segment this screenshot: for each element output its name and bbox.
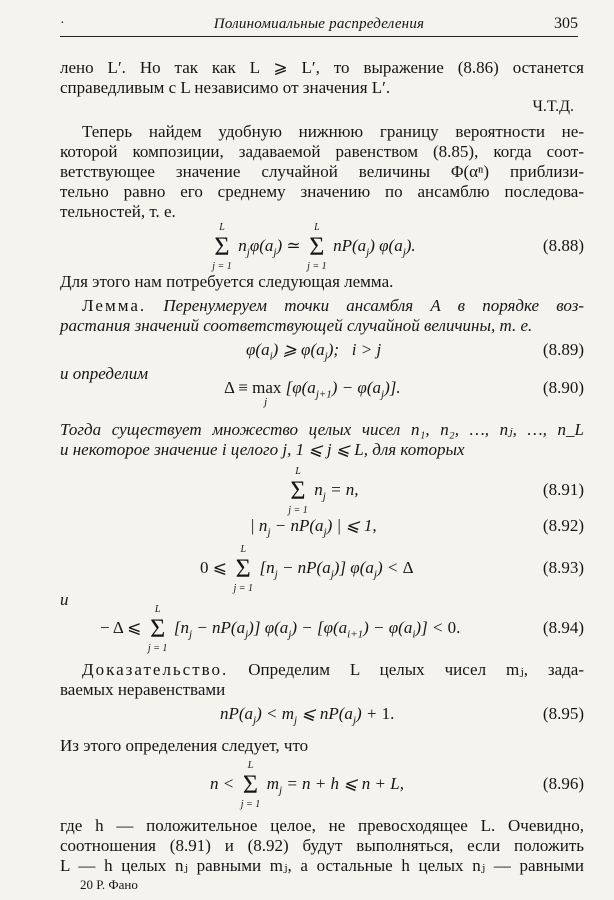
text-line: справедливым с L независимо от значения L′. — [60, 78, 391, 97]
equation-number: (8.95) — [542, 704, 584, 723]
equation-number: (8.88) — [542, 236, 584, 255]
equation-number: (8.91) — [542, 480, 584, 499]
header-title: Полиномиальные распределения — [213, 16, 425, 32]
text-line: Тогда существует множество целых чисел n₁, n₂, …, nⱼ, …, n_L — [60, 420, 584, 439]
printer-signature: 20 Р. Фано — [80, 877, 138, 892]
text-line: и определим — [60, 364, 149, 383]
header-dot: · — [60, 16, 65, 31]
text-line: которой композиции, задаваемой равенством (8.85), когда соот- — [60, 142, 584, 161]
text-line: Для этого нам потребуется следующая лемма. — [60, 272, 394, 291]
equation-number: (8.89) — [542, 340, 584, 359]
equation-number: (8.96) — [542, 774, 584, 793]
equation-8-93: 0 ⩽ L Σ j = 1 $[n_j - nP(a_j)] \varphi(a_j) < \Delta$ (8.93) — [200, 544, 584, 594]
qed-mark: Ч.Т.Д. — [532, 98, 574, 115]
equation-8-92: | $n_j - nP(a_j)$ | ⩽ 1, (8.92) — [250, 516, 584, 539]
equation-number: (8.93) — [542, 558, 584, 577]
lemma-line: растания значений соответствующей случайной величины, т. е. — [60, 316, 533, 335]
equation-8-89: $\varphi(a_i)$ ⩾ $\varphi(a_j)$; i > j (8.89) — [246, 340, 584, 363]
text-line: Теперь найдем удобную нижнюю границу вероятности не- — [82, 122, 584, 141]
equation-8-94: − Δ ⩽ L Σ j = 1 $[n_j - nP(a_j)] \varphi(a_j) - [\varphi(a_{i+1}) - \varphi(a_i)] < 0$. (8.94) — [100, 604, 584, 654]
text-line: тельно равно его среднему значению по ансамблю последова- — [60, 182, 584, 201]
text-line: и — [60, 590, 69, 609]
equation-number: (8.90) — [542, 378, 584, 397]
equation-8-95: $nP(a_j) < m_j$ ⩽ $nP(a_j) + 1$. (8.95) — [220, 704, 584, 727]
lemma-line: Лемма. Перенумеруем точки ансамбля A в порядке воз- — [82, 296, 585, 315]
equation-number: (8.92) — [542, 516, 584, 535]
proof-line: Доказательство. Определим L целых чисел mⱼ, зада- — [82, 660, 585, 679]
text-line: тельностей, т. е. — [60, 202, 176, 221]
text-line: и некоторое значение i целого j, 1 ⩽ j ⩽ L, для которых — [60, 440, 465, 459]
page-number: 305 — [554, 15, 578, 32]
equation-8-90: Δ ≡ max j $[\varphi(a_{j+1}) - \varphi(a_j)]$. (8.90) — [224, 378, 584, 408]
text-line: Из этого определения следует, что — [60, 736, 309, 755]
equation-8-91: L Σ j = 1 $n_j = n$, (8.91) — [288, 466, 584, 516]
text-line: ваемых неравенствами — [60, 680, 226, 699]
text-line: лено L′. Но так как L ⩾ L′, то выражение (8.86) останется — [60, 58, 584, 77]
equation-8-88: L Σ j = 1 $n_j\varphi(a_j)$ ≃ L Σ j = 1 $nP(a_j)$ $\varphi(a_j)$. (8.88) — [212, 222, 584, 272]
text-line: L — h целых nⱼ равными mⱼ, а остальные h целых nⱼ — равными — [60, 856, 584, 875]
equation-number: (8.94) — [542, 618, 584, 637]
text-line: соотношения (8.91) и (8.92) будут выполняться, если положить — [60, 836, 584, 855]
text-line: где h — положительное целое, не превосходящее L. Очевидно, — [60, 816, 584, 835]
text-line: ветствующее значение случайной величины Φ(αⁿ) приблизи- — [60, 162, 584, 181]
equation-8-96: n < L Σ j = 1 $m_j = n + h$ ⩽ n + L, (8.96) — [210, 760, 584, 810]
running-header — [60, 14, 578, 37]
